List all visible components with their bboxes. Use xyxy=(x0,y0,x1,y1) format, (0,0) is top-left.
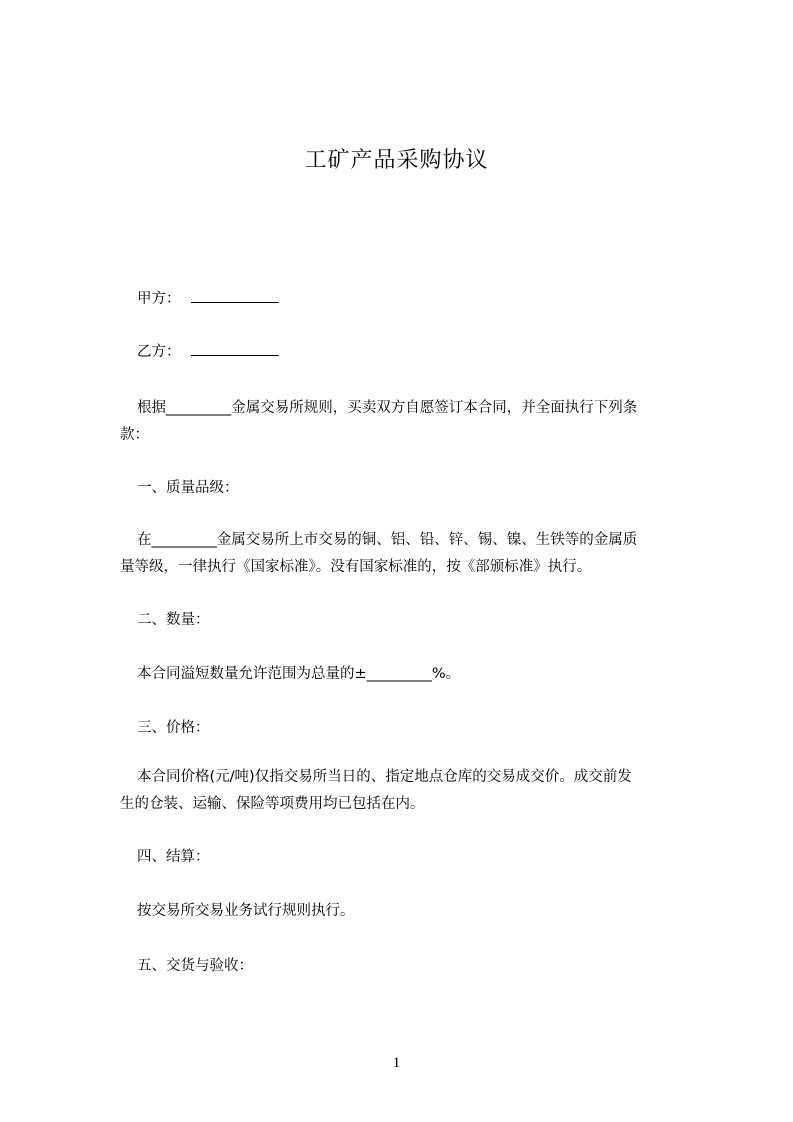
quality-paragraph xyxy=(120,527,637,581)
paragraph-line: 根据_________金属交易所规则，买卖双方自愿签订本合同，并全面执行下列条 xyxy=(137,400,638,416)
quantity-paragraph xyxy=(120,661,460,688)
section-heading-quality xyxy=(120,475,239,502)
section-heading-quantity xyxy=(120,607,210,634)
settlement-paragraph xyxy=(120,898,355,925)
party-a-label: 甲方： xyxy=(137,291,181,307)
intro-paragraph xyxy=(120,395,637,449)
heading-text: 二、数量： xyxy=(137,612,210,628)
section-heading-settlement xyxy=(120,844,210,871)
party-a-line xyxy=(120,286,279,313)
page-number: 1 xyxy=(392,1055,401,1071)
party-a-blank xyxy=(191,290,279,303)
section-heading-delivery xyxy=(120,953,253,980)
paragraph-line: 款： xyxy=(120,427,149,443)
party-b-label: 乙方： xyxy=(137,344,181,360)
party-b-line xyxy=(120,339,279,366)
paragraph-line: 按交易所交易业务试行规则执行。 xyxy=(137,903,355,919)
document-title: 工矿产品采购协议 xyxy=(304,148,489,173)
party-b-blank xyxy=(191,343,279,356)
price-paragraph xyxy=(120,764,632,818)
section-heading-price xyxy=(120,715,210,742)
paragraph-line: 在_________金属交易所上市交易的铜、铝、铅、锌、锡、镍、生铁等的金属质 xyxy=(137,532,638,548)
paragraph-line: 本合同溢短数量允许范围为总量的±_________%。 xyxy=(137,666,461,682)
paragraph-line: 量等级，一律执行《国家标准》。没有国家标准的，按《部颁标准》执行。 xyxy=(120,559,592,575)
paragraph-line: 本合同价格(元/吨)仅指交易所当日的、指定地点仓库的交易成交价。成交前发 xyxy=(137,769,632,785)
heading-text: 五、交货与验收： xyxy=(137,958,253,974)
heading-text: 一、质量品级： xyxy=(137,480,239,496)
heading-text: 四、结算： xyxy=(137,849,210,865)
paragraph-line: 生的仓装、运输、保险等项费用均已包括在内。 xyxy=(120,796,425,812)
heading-text: 三、价格： xyxy=(137,720,210,736)
